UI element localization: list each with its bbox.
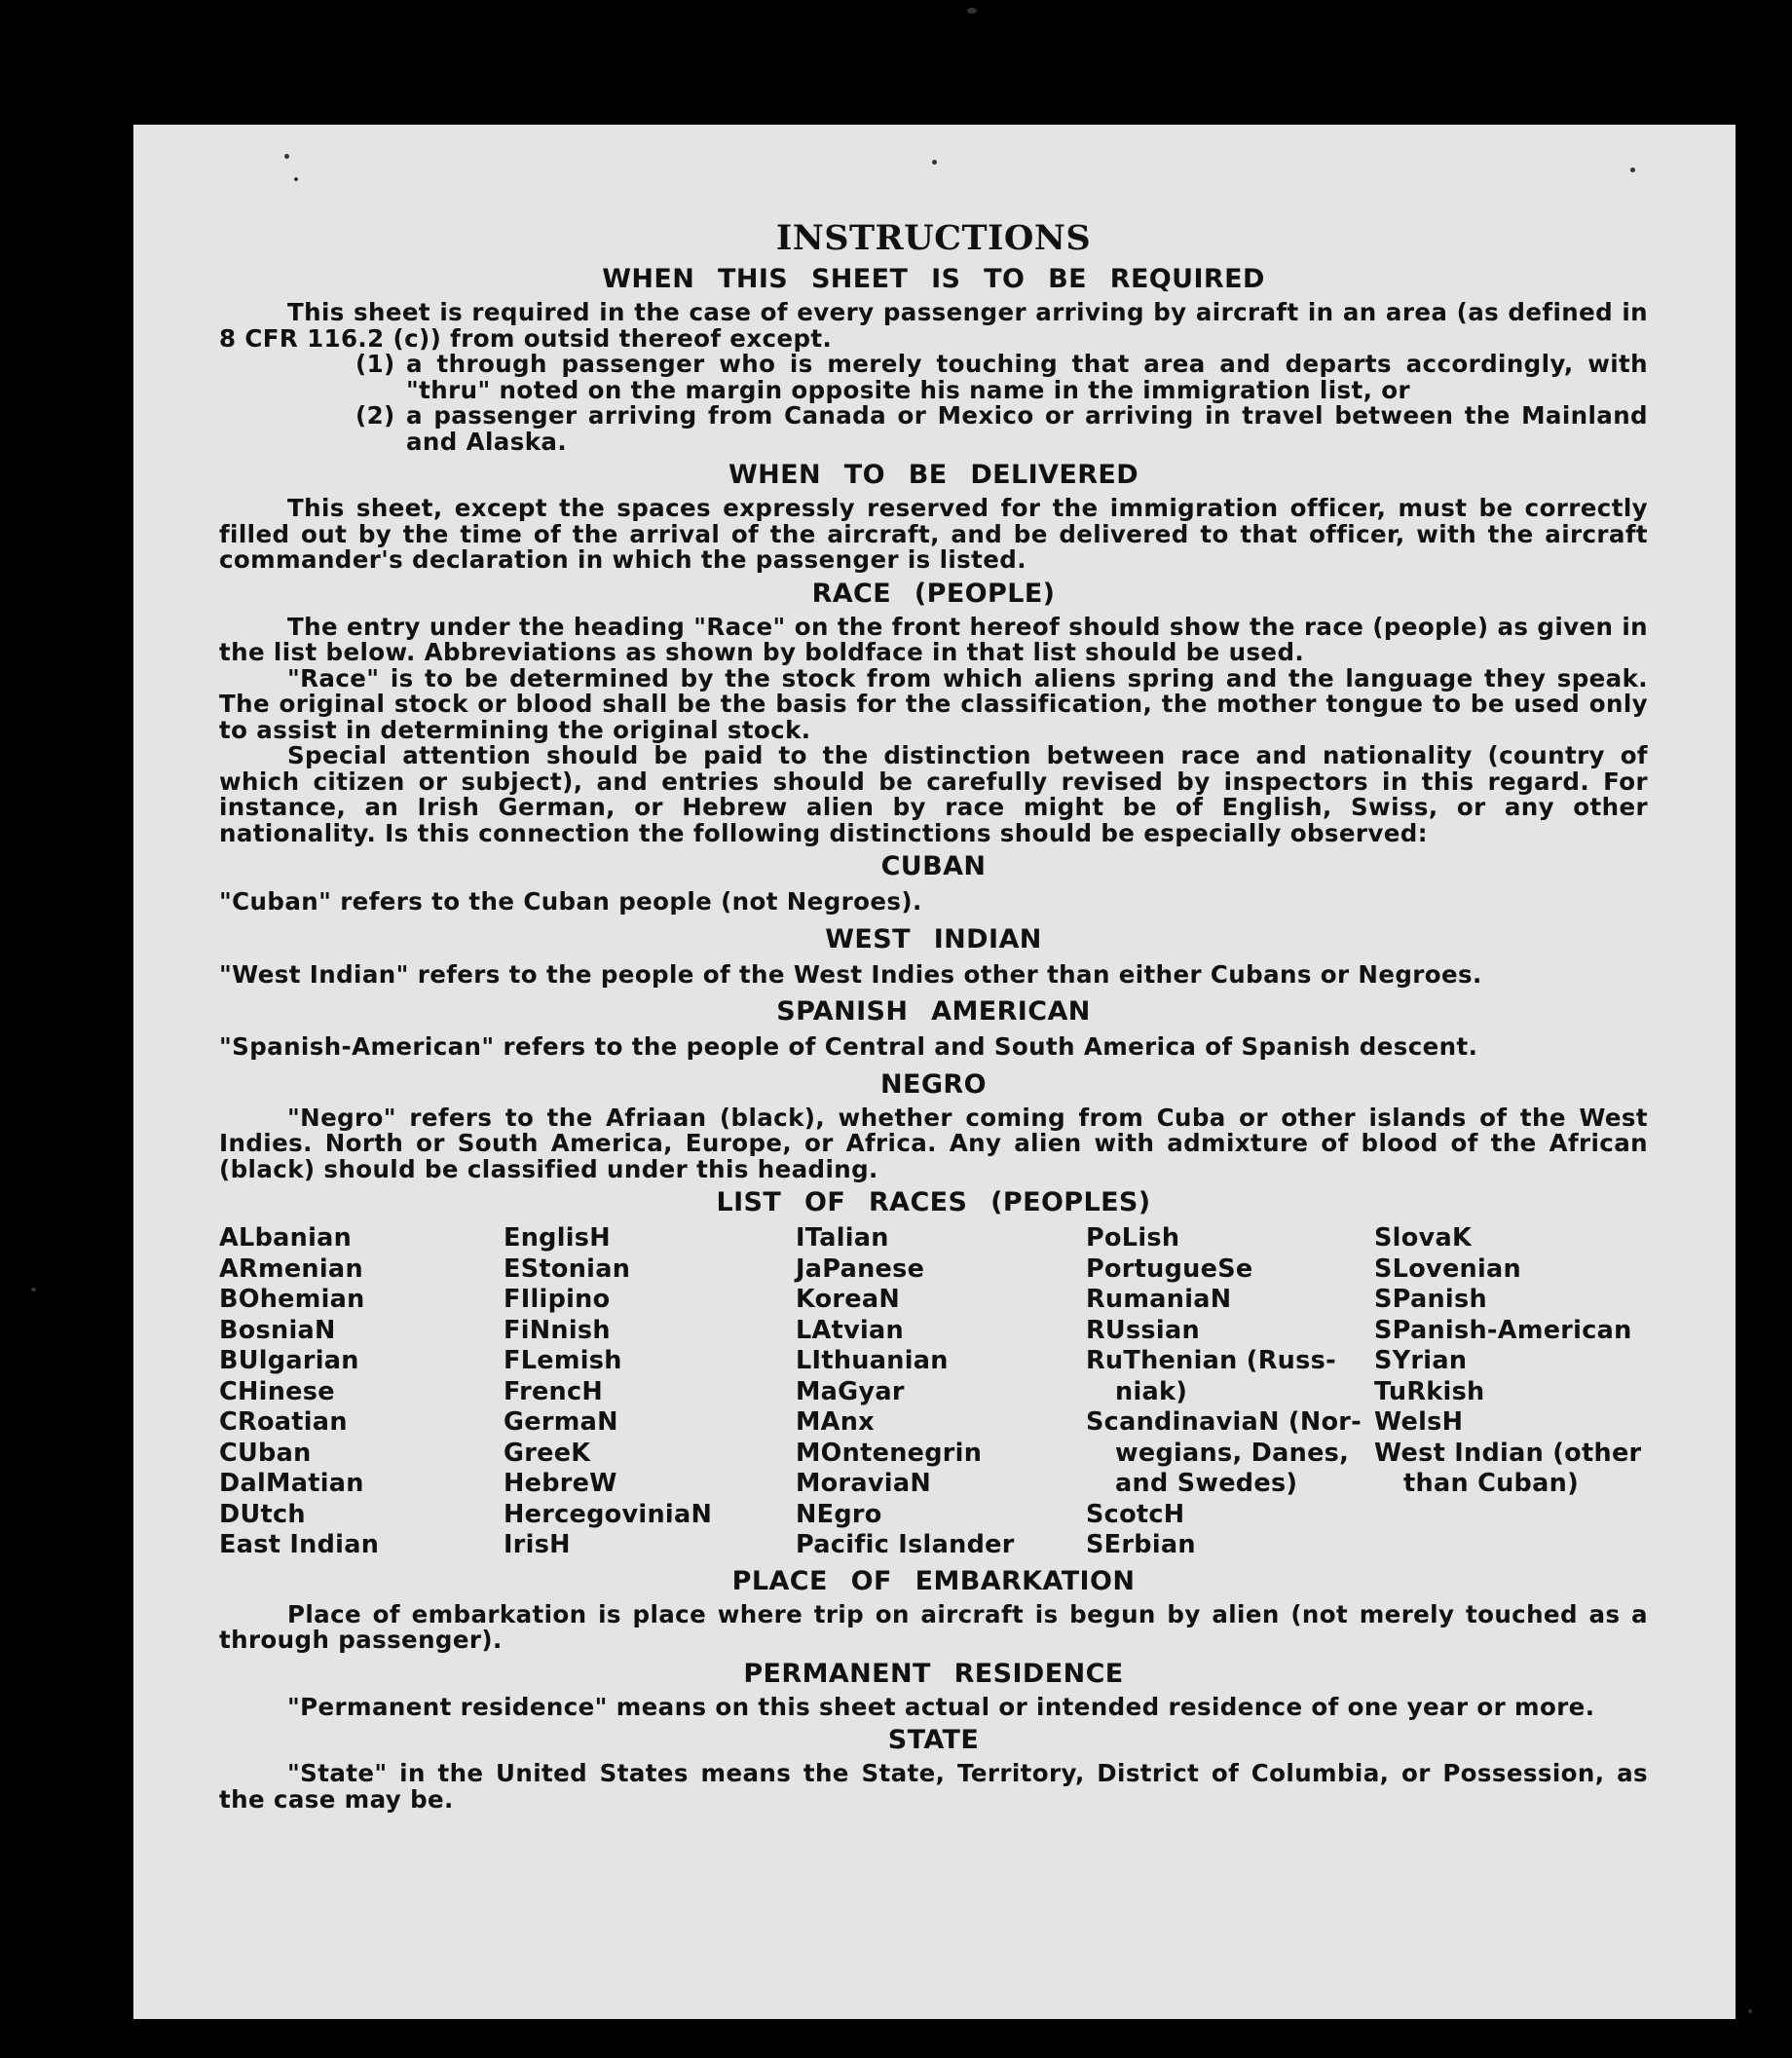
race-item: FiNnish bbox=[504, 1315, 611, 1345]
race-item: SLovenian bbox=[1374, 1254, 1522, 1284]
race-item: HercegoviniaN bbox=[504, 1499, 713, 1529]
heading-embarkation: PLACE OF EMBARKATION bbox=[731, 1565, 1136, 1596]
embarkation-text: Place of embarkation is place where trip on aircraft is begun by alien (not merely touched as a through passenger). bbox=[219, 1599, 1648, 1654]
races-column bbox=[1086, 1223, 1374, 1561]
race-item: FIlipino bbox=[504, 1285, 611, 1314]
race-item: IrisH bbox=[504, 1530, 571, 1559]
exception-number: (2) bbox=[355, 401, 395, 430]
heading-race: RACE (PEOPLE) bbox=[811, 578, 1056, 609]
race-item: MoraviaN bbox=[796, 1469, 931, 1498]
heading-permanent-residence: PERMANENT RESIDENCE bbox=[743, 1658, 1124, 1689]
race-item: and Swedes) bbox=[1115, 1469, 1298, 1498]
race-item: SlovaK bbox=[1374, 1223, 1473, 1253]
race-item: RumaniaN bbox=[1086, 1285, 1232, 1314]
race-item: MaGyar bbox=[796, 1376, 905, 1406]
race-item: CHinese bbox=[219, 1376, 335, 1406]
race-item: ALbanian bbox=[219, 1223, 353, 1253]
race-item: LAtvian bbox=[796, 1315, 904, 1345]
race-item: RUssian bbox=[1086, 1315, 1200, 1345]
scan-speck bbox=[932, 160, 937, 165]
heading-cuban: CUBAN bbox=[880, 851, 987, 881]
race-item: West Indian (other bbox=[1374, 1438, 1642, 1468]
exception-text: a passenger arriving from Canada or Mexico or arriving in travel between the Mainland and Alaska. bbox=[406, 401, 1648, 456]
scan-speck bbox=[967, 8, 977, 14]
race-item: SPanish bbox=[1374, 1285, 1487, 1314]
exception-item-2 bbox=[355, 403, 1648, 455]
race-item: TuRkish bbox=[1374, 1376, 1485, 1406]
heading-when-delivered: WHEN TO BE DELIVERED bbox=[728, 460, 1139, 490]
negro-text: "Negro" refers to the Afriaan (black), whether coming from Cuba or other islands of the West Indies. North or South America, Europe, or Africa. Any alien with admixture of blood of the African (black) should be classified under this heading. bbox=[219, 1103, 1648, 1183]
race-item: BosniaN bbox=[219, 1315, 336, 1345]
race-item: CUban bbox=[219, 1438, 312, 1468]
race-item: GermaN bbox=[504, 1407, 618, 1437]
race-item: ITalian bbox=[796, 1223, 889, 1253]
race-item: niak) bbox=[1115, 1376, 1188, 1406]
race-item: EStonian bbox=[504, 1254, 631, 1284]
races-column bbox=[796, 1223, 1086, 1561]
scan-speck bbox=[284, 154, 289, 159]
race-item: BOhemian bbox=[219, 1285, 365, 1314]
scan-speck bbox=[1748, 2009, 1752, 2013]
race-item: JaPanese bbox=[796, 1254, 925, 1284]
west-indian-text: "West Indian" refers to the people of the West Indies other than either Cubans or Negroes. bbox=[219, 959, 1482, 989]
race-paragraph: "Race" is to be determined by the stock from which aliens spring and the language they speak. The original stock or blood shall be the basis for the classification, the mother tongue to be used only to assist in determining the original stock. bbox=[219, 663, 1648, 744]
spanish-american-text: "Spanish-American" refers to the people of Central and South America of Spanish descent. bbox=[219, 1032, 1478, 1061]
race-item: MAnx bbox=[796, 1407, 875, 1437]
race-item: CRoatian bbox=[219, 1407, 348, 1437]
delivered-text: This sheet, except the spaces expressly reserved for the immigration officer, must be correctly filled out by the time of the arrival of the aircraft, and be delivered to that officer, with the aircraft commander's declaration in which the passenger is listed. bbox=[219, 494, 1648, 574]
race-item: FrencH bbox=[504, 1376, 604, 1406]
race-item: East Indian bbox=[219, 1530, 380, 1559]
race-item: wegians, Danes, bbox=[1115, 1438, 1350, 1468]
cuban-text: "Cuban" refers to the Cuban people (not Negroes). bbox=[219, 887, 922, 916]
race-item: SErbian bbox=[1086, 1530, 1196, 1559]
exception-number: (1) bbox=[355, 350, 395, 378]
scan-speck bbox=[294, 177, 298, 181]
race-item: NEgro bbox=[796, 1499, 882, 1529]
race-item: WelsH bbox=[1374, 1407, 1464, 1437]
race-item: BUlgarian bbox=[219, 1346, 359, 1375]
race-item: FLemish bbox=[504, 1346, 622, 1375]
race-item: EnglisH bbox=[504, 1223, 611, 1253]
heading-west-indian: WEST INDIAN bbox=[825, 923, 1042, 954]
race-paragraph: The entry under the heading "Race" on the front hereof should show the race (people) as given in the list below. Abbreviations as shown by boldface in that list should be used. bbox=[219, 612, 1648, 666]
races-list bbox=[219, 1223, 1648, 1561]
race-item: ScotcH bbox=[1086, 1499, 1185, 1529]
races-column bbox=[1374, 1223, 1647, 1561]
exception-text: a through passenger who is merely touching that area and departs accordingly, with "thru" noted on the margin opposite his name in the immigration list, or bbox=[406, 350, 1648, 404]
race-item: KoreaN bbox=[796, 1285, 901, 1314]
race-item: MOntenegrin bbox=[796, 1438, 983, 1468]
race-item: SYrian bbox=[1374, 1346, 1468, 1375]
scan-speck bbox=[1630, 168, 1635, 172]
heading-when-required: WHEN THIS SHEET IS TO BE REQUIRED bbox=[602, 264, 1265, 294]
race-item: PortugueSe bbox=[1086, 1254, 1253, 1284]
race-item: GreeK bbox=[504, 1438, 591, 1468]
race-paragraph: Special attention should be paid to the distinction between race and nationality (country of which citizen or subject), and entries should be carefully revised by inspectors in this regard. For instance, an Irish German, or Hebrew alien by race might be of English, Swiss, or any other nationality. Is this connection the following distinctions should be especially observed: bbox=[219, 741, 1648, 847]
race-item: LIthuanian bbox=[796, 1346, 949, 1375]
race-item: RuThenian (Russ- bbox=[1086, 1346, 1336, 1375]
scan-speck bbox=[31, 1288, 36, 1291]
race-item: than Cuban) bbox=[1403, 1469, 1580, 1498]
heading-state: STATE bbox=[887, 1725, 980, 1755]
heading-negro: NEGRO bbox=[880, 1068, 987, 1100]
race-item: ARmenian bbox=[219, 1254, 363, 1284]
heading-list-of-races: LIST OF RACES (PEOPLES) bbox=[716, 1187, 1151, 1217]
state-text: "State" in the United States means the State, Territory, District of Columbia, or Possession, as the case may be. bbox=[219, 1759, 1648, 1814]
race-item: DalMatian bbox=[219, 1469, 364, 1498]
exception-item-1 bbox=[355, 352, 1648, 403]
race-item: Pacific Islander bbox=[796, 1530, 1015, 1559]
race-item: SPanish-American bbox=[1374, 1315, 1632, 1345]
heading-spanish-american: SPANISH AMERICAN bbox=[776, 996, 1091, 1027]
residence-text: "Permanent residence" means on this sheet actual or intended residence of one year or more. bbox=[287, 1692, 1595, 1721]
race-item: DUtch bbox=[219, 1499, 306, 1529]
race-item: HebreW bbox=[504, 1469, 617, 1498]
page-title: INSTRUCTIONS bbox=[775, 218, 1092, 258]
race-item: PoLish bbox=[1086, 1223, 1180, 1253]
races-column bbox=[504, 1223, 796, 1561]
required-intro: This sheet is required in the case of every passenger arriving by aircraft in an area (as defined in 8 CFR 116.2 (c)) from outsid thereof except. bbox=[219, 298, 1648, 353]
races-column bbox=[219, 1223, 504, 1561]
race-item: ScandinaviaN (Nor- bbox=[1086, 1407, 1363, 1437]
instruction-sheet bbox=[133, 125, 1736, 2019]
